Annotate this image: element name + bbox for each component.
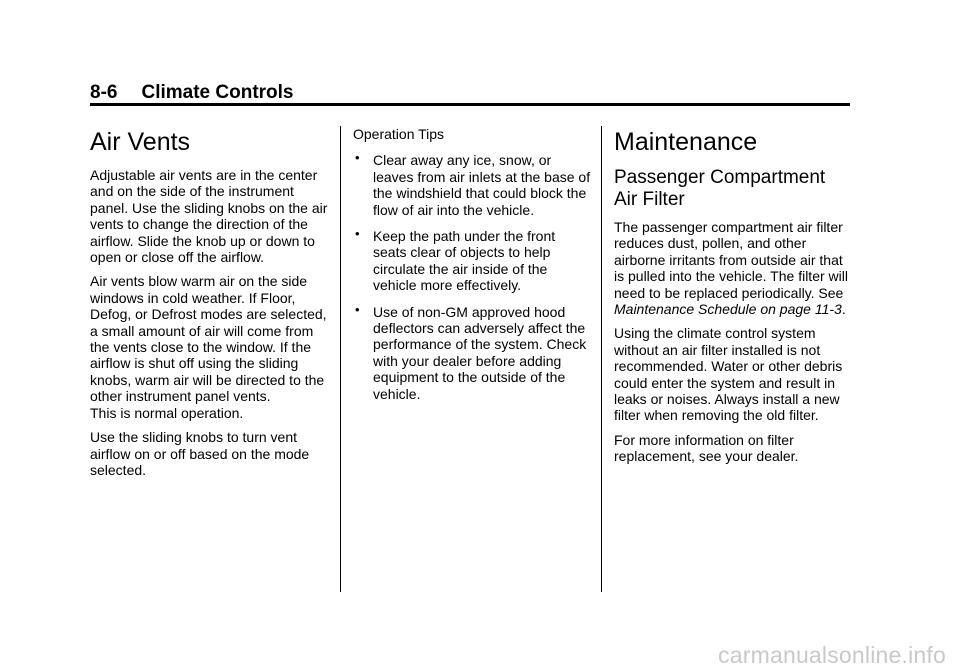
air-vents-paragraph-4: Use the sliding knobs to turn vent airflow on or off based on the mode selected. — [90, 429, 310, 478]
air-vents-paragraph-3: This is normal operation. — [90, 404, 244, 421]
list-item — [353, 228, 591, 294]
section-title: Climate Controls — [141, 82, 294, 103]
air-filter-paragraph-3: For more information on filter replacement, see your dealer. — [614, 431, 799, 465]
operation-tips-list — [353, 152, 591, 402]
air-filter-paragraph-2: Using the climate control system without an air filter installed is not recommended. Water or other debris could enter the system and result in leaks or noises. Always install a new filter when removing the old filter. — [614, 325, 843, 424]
column-maintenance — [614, 126, 852, 473]
page-header — [90, 82, 294, 104]
period: . — [841, 301, 846, 318]
operation-tips-title: Operation Tips — [353, 126, 445, 142]
air-filter-subheading: Passenger Compartment Air Filter — [614, 167, 826, 210]
bullet-icon: • — [355, 150, 360, 166]
list-item — [353, 301, 591, 402]
tip-text: Clear away any ice, snow, or leaves from air inlets at the base of the windshield that could block the flow of air into the vehicle. — [373, 152, 591, 218]
air-filter-paragraph-1 — [614, 219, 852, 317]
air-vents-heading: Air Vents — [90, 128, 191, 156]
air-filter-text: The passenger compartment air filter reduces dust, pollen, and other airborne irritants from outside air that is pulled into the vehicle. The filter will need to be replaced periodically. See — [614, 219, 848, 301]
section-number: 8-6 — [90, 82, 118, 103]
maintenance-schedule-link[interactable]: Maintenance Schedule on page 11-3 — [614, 301, 842, 318]
list-item — [353, 152, 591, 218]
column-divider-1 — [340, 126, 341, 592]
column-divider-2 — [601, 126, 602, 592]
column-operation-tips — [353, 126, 591, 412]
maintenance-heading: Maintenance — [614, 128, 758, 156]
air-vents-paragraph-1: Adjustable air vents are in the center and on the side of the instrument panel. Use the sliding knobs on the air vents to change the direction of the airflow. Slide the knob up or down to open or close off the airflow. — [90, 167, 328, 266]
air-vents-paragraph-2: Air vents blow warm air on the side windows in cold weather. If Floor, Defog, or Defrost modes are selected, a small amount of air will come from the vents close to the window. If the airflow is shut off using the sliding knobs, warm air will be directed to the other instrument panel vents. — [90, 273, 327, 405]
bullet-icon: • — [355, 226, 360, 242]
column-air-vents — [90, 126, 328, 486]
watermark: carmanualsonline.info — [718, 642, 946, 668]
header-rule — [90, 103, 850, 106]
bullet-icon: • — [355, 301, 360, 317]
tip-text: Use of non-GM approved hood deflectors can adversely affect the performance of the system. Check with your dealer before adding equipment to the outside of the vehicle. — [373, 303, 587, 402]
tip-text: Keep the path under the front seats clear of objects to help circulate the air inside of the vehicle more effectively. — [373, 228, 556, 294]
